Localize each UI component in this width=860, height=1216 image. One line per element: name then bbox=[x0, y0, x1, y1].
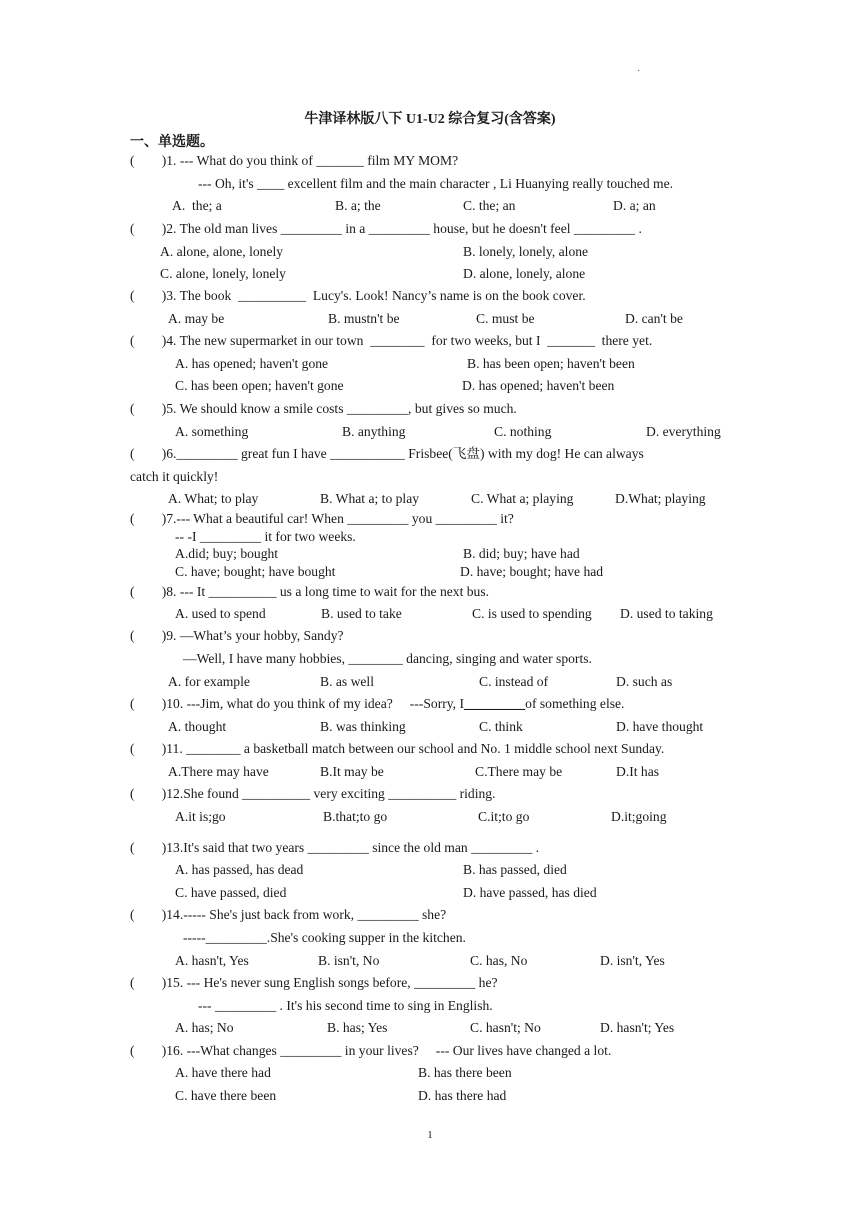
question-11-option-b: B.It may be bbox=[320, 764, 384, 779]
question-14-option-a: A. hasn't, Yes bbox=[175, 953, 249, 968]
question-10-option-c: C. think bbox=[479, 719, 523, 734]
question-13-option-c: C. have passed, died bbox=[175, 885, 287, 900]
question-9-option-a: A. for example bbox=[168, 674, 250, 689]
question-7-option-c: C. have; bought; have bought bbox=[175, 564, 336, 579]
question-1-option-d: D. a; an bbox=[613, 198, 656, 213]
question-11-option-d: D.It has bbox=[616, 764, 660, 779]
question-9-option-d: D. such as bbox=[616, 674, 673, 689]
question-10-option-d: D. have thought bbox=[616, 719, 704, 734]
question-7-line2: -- -I _________ it for two weeks. bbox=[175, 529, 356, 544]
question-5-option-c: C. nothing bbox=[494, 424, 552, 439]
question-4-option-b: B. has been open; haven't been bbox=[467, 356, 635, 371]
question-14-option-d: D. isn't, Yes bbox=[600, 953, 665, 968]
question-3-option-b: B. mustn't be bbox=[328, 311, 400, 326]
question-1-option-b: B. a; the bbox=[335, 198, 381, 213]
question-2-stem: ( )2. The old man lives _________ in a _________ house, but he doesn't feel _________ . bbox=[130, 221, 642, 236]
question-6-option-b: B. What a; to play bbox=[320, 491, 420, 506]
page-title: 牛津译林版八下 U1-U2 综合复习(含答案) bbox=[304, 112, 556, 127]
question-6-line2: catch it quickly! bbox=[130, 469, 219, 484]
question-16-option-b: B. has there been bbox=[418, 1065, 512, 1080]
question-10-stem bbox=[130, 696, 624, 712]
question-9-option-b: B. as well bbox=[320, 674, 374, 689]
question-12-option-c: C.it;to go bbox=[478, 809, 530, 824]
question-10-stem-pre: ( )10. ---Jim, what do you think of my idea? ---Sorry, I bbox=[130, 696, 464, 711]
question-15-stem: ( )15. --- He's never sung English songs before, _________ he? bbox=[130, 975, 498, 990]
question-13-stem: ( )13.It's said that two years _________ since the old man _________ . bbox=[130, 840, 540, 855]
question-8-stem: ( )8. --- It __________ us a long time to wait for the next bus. bbox=[130, 584, 490, 599]
question-16-stem: ( )16. ---What changes _________ in your lives? --- Our lives have changed a lot. bbox=[130, 1043, 612, 1058]
question-7-stem: ( )7.--- What a beautiful car! When _________ you _________ it? bbox=[130, 511, 514, 526]
question-11-stem: ( )11. ________ a basketball match between our school and No. 1 middle school next Sunday. bbox=[130, 741, 665, 756]
question-4-option-d: D. has opened; haven't been bbox=[462, 378, 615, 393]
question-1-stem: ( )1. --- What do you think of _______ film MY MOM? bbox=[130, 153, 459, 168]
corner-mark: · bbox=[637, 66, 641, 77]
question-16-option-a: A. have there had bbox=[175, 1065, 271, 1080]
question-8-option-d: D. used to taking bbox=[620, 606, 713, 621]
question-13-option-a: A. has passed, has dead bbox=[175, 862, 304, 877]
question-2-option-b: B. lonely, lonely, alone bbox=[463, 244, 589, 259]
question-4-option-a: A. has opened; haven't gone bbox=[175, 356, 329, 371]
question-3-option-c: C. must be bbox=[476, 311, 535, 326]
question-6-option-a: A. What; to play bbox=[168, 491, 259, 506]
question-9-option-c: C. instead of bbox=[479, 674, 549, 689]
question-15-option-a: A. has; No bbox=[175, 1020, 234, 1035]
question-10-option-a: A. thought bbox=[168, 719, 227, 734]
question-2-option-c: C. alone, lonely, lonely bbox=[160, 266, 286, 281]
question-4-stem: ( )4. The new supermarket in our town ________ for two weeks, but I _______ there yet. bbox=[130, 333, 653, 348]
question-7-option-d: D. have; bought; have had bbox=[460, 564, 604, 579]
question-12-stem: ( )12.She found __________ very exciting __________ riding. bbox=[130, 786, 496, 801]
question-2-option-d: D. alone, lonely, alone bbox=[463, 266, 586, 281]
question-7-option-b: B. did; buy; have had bbox=[463, 546, 580, 561]
question-16-option-d: D. has there had bbox=[418, 1088, 507, 1103]
question-3-stem: ( )3. The book __________ Lucy's. Look! Nancy’s name is on the book cover. bbox=[130, 288, 586, 303]
question-14-option-b: B. isn't, No bbox=[318, 953, 380, 968]
question-11-option-c: C.There may be bbox=[475, 764, 563, 779]
question-13-option-d: D. have passed, has died bbox=[463, 885, 597, 900]
question-4-option-c: C. has been open; haven't gone bbox=[175, 378, 344, 393]
question-15-line2: --- _________ . It's his second time to sing in English. bbox=[198, 998, 493, 1013]
question-9-line2: —Well, I have many hobbies, ________ dancing, singing and water sports. bbox=[183, 651, 592, 666]
question-6-option-c: C. What a; playing bbox=[471, 491, 574, 506]
question-10-option-b: B. was thinking bbox=[320, 719, 406, 734]
question-12-option-d: D.it;going bbox=[611, 809, 667, 824]
question-9-stem: ( )9. —What’s your hobby, Sandy? bbox=[130, 628, 344, 643]
question-14-line2: -----_________.She's cooking supper in the kitchen. bbox=[183, 930, 466, 945]
question-15-option-b: B. has; Yes bbox=[327, 1020, 388, 1035]
question-10-answer-blank: _________ bbox=[463, 696, 526, 711]
question-3-option-d: D. can't be bbox=[625, 311, 683, 326]
question-12-option-a: A.it is;go bbox=[175, 809, 226, 824]
question-7-option-a: A.did; buy; bought bbox=[175, 546, 279, 561]
question-1-option-a: A. the; a bbox=[172, 198, 222, 213]
question-8-option-b: B. used to take bbox=[321, 606, 402, 621]
question-6-option-d: D.What; playing bbox=[615, 491, 706, 506]
question-15-option-d: D. hasn't; Yes bbox=[600, 1020, 675, 1035]
question-5-stem: ( )5. We should know a smile costs _________, but gives so much. bbox=[130, 401, 517, 416]
question-13-option-b: B. has passed, died bbox=[463, 862, 567, 877]
question-15-option-c: C. hasn't; No bbox=[470, 1020, 541, 1035]
question-8-option-c: C. is used to spending bbox=[472, 606, 592, 621]
question-3-option-a: A. may be bbox=[168, 311, 225, 326]
question-14-stem: ( )14.----- She's just back from work, _________ she? bbox=[130, 907, 447, 922]
question-12-option-b: B.that;to go bbox=[323, 809, 388, 824]
question-14-option-c: C. has, No bbox=[470, 953, 528, 968]
question-8-option-a: A. used to spend bbox=[175, 606, 266, 621]
question-1-line2: --- Oh, it's ____ excellent film and the main character , Li Huanying really touched me. bbox=[198, 176, 674, 191]
question-1-option-c: C. the; an bbox=[463, 198, 516, 213]
question-16-option-c: C. have there been bbox=[175, 1088, 277, 1103]
question-2-option-a: A. alone, alone, lonely bbox=[160, 244, 284, 259]
question-11-option-a: A.There may have bbox=[168, 764, 269, 779]
section-heading: 一、单选题。 bbox=[130, 135, 214, 150]
question-6-stem: ( )6._________ great fun I have ___________ Frisbee(飞盘) with my dog! He can always bbox=[130, 446, 644, 461]
question-5-option-b: B. anything bbox=[342, 424, 406, 439]
question-10-stem-post: of something else. bbox=[525, 696, 625, 711]
question-5-option-d: D. everything bbox=[646, 424, 721, 439]
question-5-option-a: A. something bbox=[175, 424, 249, 439]
page-number: 1 bbox=[427, 1129, 433, 1141]
